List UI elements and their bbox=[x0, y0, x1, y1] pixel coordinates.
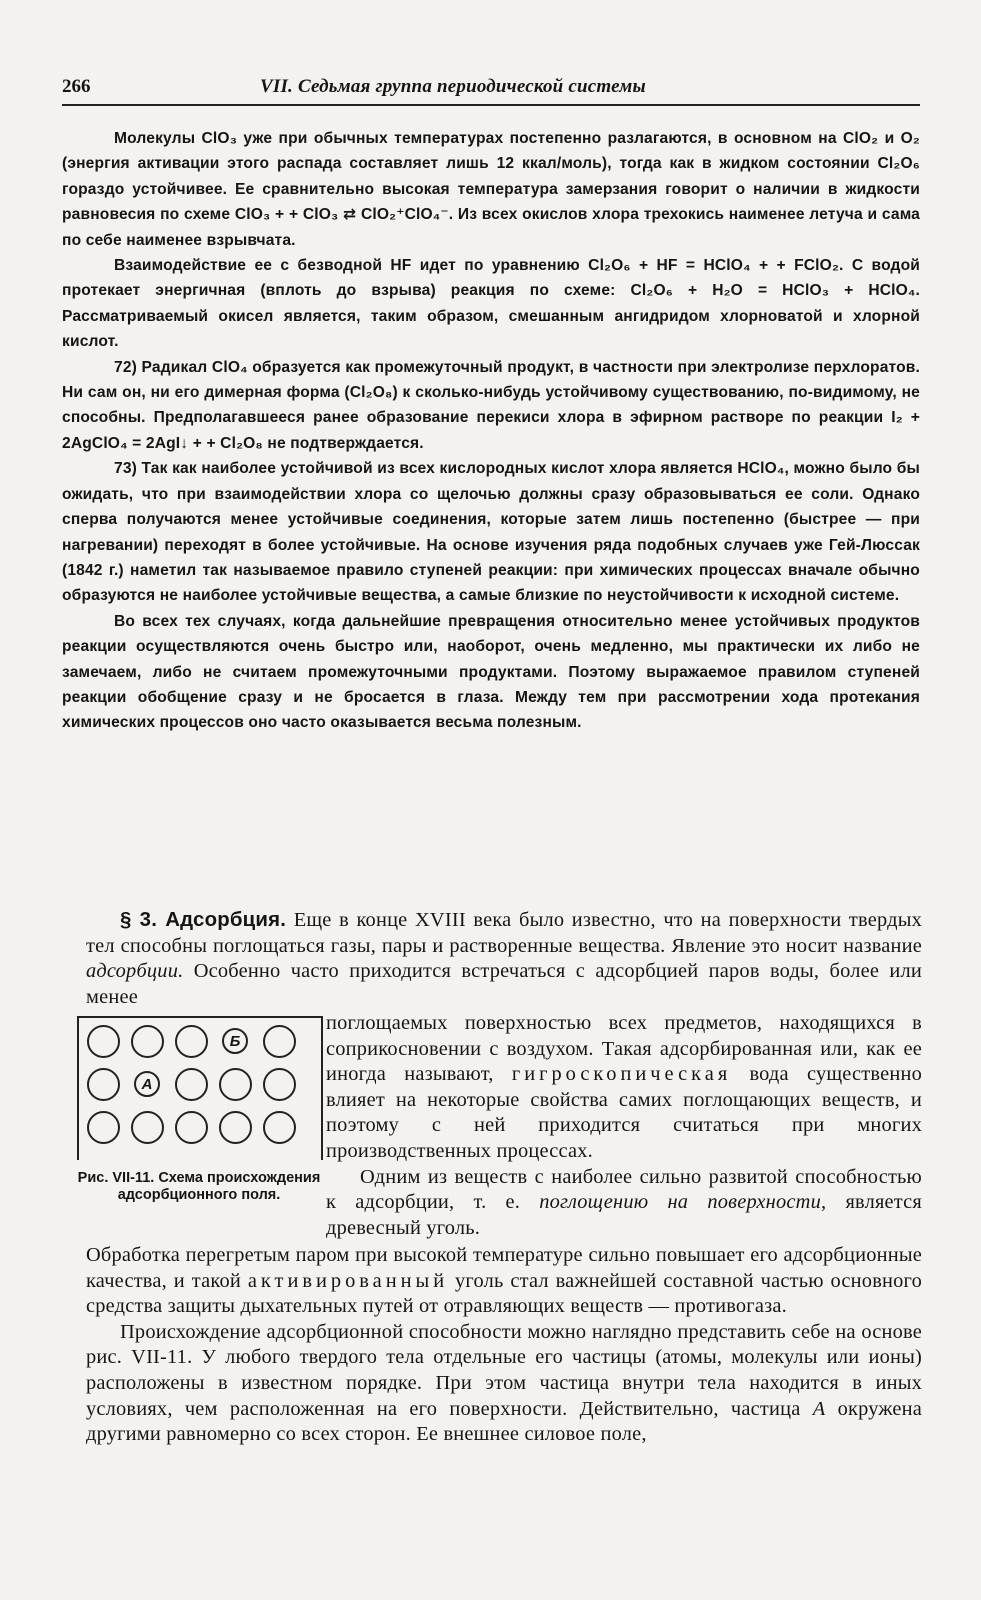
particle-b: Б bbox=[222, 1028, 248, 1054]
particle bbox=[87, 1025, 120, 1058]
term-surface-absorption: поглощению на поверхности, bbox=[539, 1191, 827, 1214]
particle-a-ref: A bbox=[812, 1397, 826, 1420]
term-activated: активированный bbox=[247, 1269, 449, 1292]
particle bbox=[87, 1068, 120, 1101]
wrap-text-1-tail: вода существенно влияет на некоторые свойства самих поглощающих веществ, и поэтому с ней приходится считаться при многих производственных процессах. bbox=[326, 1063, 922, 1162]
particle-grid bbox=[87, 1025, 315, 1144]
figure-caption: Рис. VII-11. Схема происхождения адсорбционного поля. bbox=[77, 1170, 321, 1203]
particle bbox=[175, 1068, 208, 1101]
intro-text: Еще в конце XVIII века было известно, что на поверхности твердых тел способны поглощаться газы, пары и растворенные вещества. Явление это носит название bbox=[86, 909, 922, 957]
section-heading: § 3. Адсорбция. bbox=[120, 909, 287, 931]
note-paragraph-1: Молекулы ClO₃ уже при обычных температурах постепенно разлагаются, в основном на ClO₂ и O₂ (энергия активации этого распада составляет лишь 12 ккал/моль), тогда как в жидком состоянии Cl₂O₆ гораздо устойчивее. Ее сравнительно высокая температура замерзания говорит о наличии в жидкости равновесия по схеме ClO₃ + + ClO₃ ⇄ ClO₂⁺ClO₄⁻. Из всех окислов хлора трехокись наименее летуча и сама по себе наименее взрывчата. bbox=[62, 130, 920, 249]
cont-text-2-tail: окружена другими равномерно со всех сторон. Ее внешнее силовое поле, bbox=[86, 1397, 922, 1446]
cont-text-1-tail: уголь стал важнейшей составной частью основного средства защиты дыхательных путей от отравляющих веществ — противогаза. bbox=[86, 1269, 922, 1318]
wrap-text-1: поглощаемых поверхностью всех предметов, находящихся в соприкосновении с воздухом. Такая адсорбированная или, как ее иногда называют, bbox=[326, 1012, 922, 1086]
wrap-text-2-tail: является древесный уголь. bbox=[326, 1191, 922, 1239]
particle bbox=[263, 1111, 296, 1144]
page-number: 266 bbox=[62, 76, 91, 97]
cont-text-1: Обработка перегретым паром при высокой температуре сильно повышает его адсорбционные качества, и такой bbox=[86, 1244, 922, 1292]
note-paragraph-72: 72) Радикал ClO₄ образуется как промежуточный продукт, в частности при электролизе перхлоратов. Ни сам он, ни его димерная форма (Cl₂O₈) к сколько-нибудь устойчивому существованию, по-видимому, не способны. Предполагавшееся ранее образование перекиси хлора в эфирном растворе по реакции I₂ + 2AgClO₄ = 2AgI↓ + + Cl₂O₈ не подтверждается. bbox=[62, 358, 920, 452]
header-rule bbox=[62, 104, 920, 106]
footnotes-block bbox=[62, 126, 920, 736]
particle bbox=[263, 1025, 296, 1058]
particle bbox=[175, 1025, 208, 1058]
note-paragraph-5: Во всех тех случаях, когда дальнейшие превращения относительно менее устойчивых продуктов реакции осуществляются очень быстро или, наоборот, очень медленно, мы практически их либо не замечаем, либо не считаем промежуточными продуктами. Поэтому выражаемое правилом ступеней реакции обобщение сразу и не бросается в глаза. Между тем при рассмотрении хода протекания химических процессов оно часто оказывается весьма полезным. bbox=[62, 612, 920, 732]
section-continuation bbox=[86, 1243, 922, 1448]
particle bbox=[219, 1068, 252, 1101]
term-adsorption: адсорбции. bbox=[86, 960, 184, 983]
intro-tail: Особенно часто приходится встречаться с адсорбцией паров воды, более или менее bbox=[86, 960, 922, 1008]
figure-frame bbox=[77, 1016, 323, 1160]
particle bbox=[263, 1068, 296, 1101]
section-intro bbox=[86, 908, 922, 1010]
cont-text-2: Происхождение адсорбционной способности можно наглядно представить себе на основе рис. VII-11. У любого твердого тела отдельные его частицы (атомы, молекулы или ионы) расположены в известном порядке. При этом частица внутри тела находится в иных условиях, чем расположенная на его поверхности. Действительно, частица bbox=[86, 1320, 922, 1420]
figure-vii-11 bbox=[77, 1016, 321, 1204]
particle bbox=[219, 1111, 252, 1144]
wrap-text-2: Одним из веществ с наиболее сильно развитой способностью к адсорбции, т. е. bbox=[326, 1165, 922, 1214]
running-title: VII. Седьмая группа периодической системы bbox=[260, 76, 646, 97]
note-paragraph-73: 73) Так как наиболее устойчивой из всех кислородных кислот хлора является HClO₄, можно было бы ожидать, что при взаимодействии хлора со щелочью должны сразу образовываться ее соли. Однако сперва получаются менее устойчивые соединения, которые затем лишь постепенно (быстрее — при нагревании) переходят в более устойчивые. На основе изучения ряда подобных случаев уже Гей-Люссак (1842 г.) наметил так называемое правило ступеней реакции: при химических процессах вначале обычно образуются не наиболее устойчивые вещества, а самые близкие по неустойчивости к исходной системе. bbox=[62, 460, 920, 605]
particle bbox=[87, 1111, 120, 1144]
page-header bbox=[62, 76, 922, 100]
particle bbox=[131, 1025, 164, 1058]
particle bbox=[131, 1111, 164, 1144]
particle-a: A bbox=[134, 1071, 160, 1097]
note-paragraph-2: Взаимодействие ее с безводной HF идет по уравнению Cl₂O₆ + HF = HClO₄ + + FClO₂. С водой протекает энергичная (вплоть до взрыва) реакция по схеме: Cl₂O₆ + H₂O = HClO₃ + HClO₄. Рассматриваемый окисел является, таким образом, смешанным ангидридом хлорноватой и хлорной кислот. bbox=[62, 257, 920, 351]
wrapped-text bbox=[326, 1011, 922, 1241]
term-hygroscopic: гигроскопическая bbox=[511, 1063, 732, 1086]
particle bbox=[175, 1111, 208, 1144]
